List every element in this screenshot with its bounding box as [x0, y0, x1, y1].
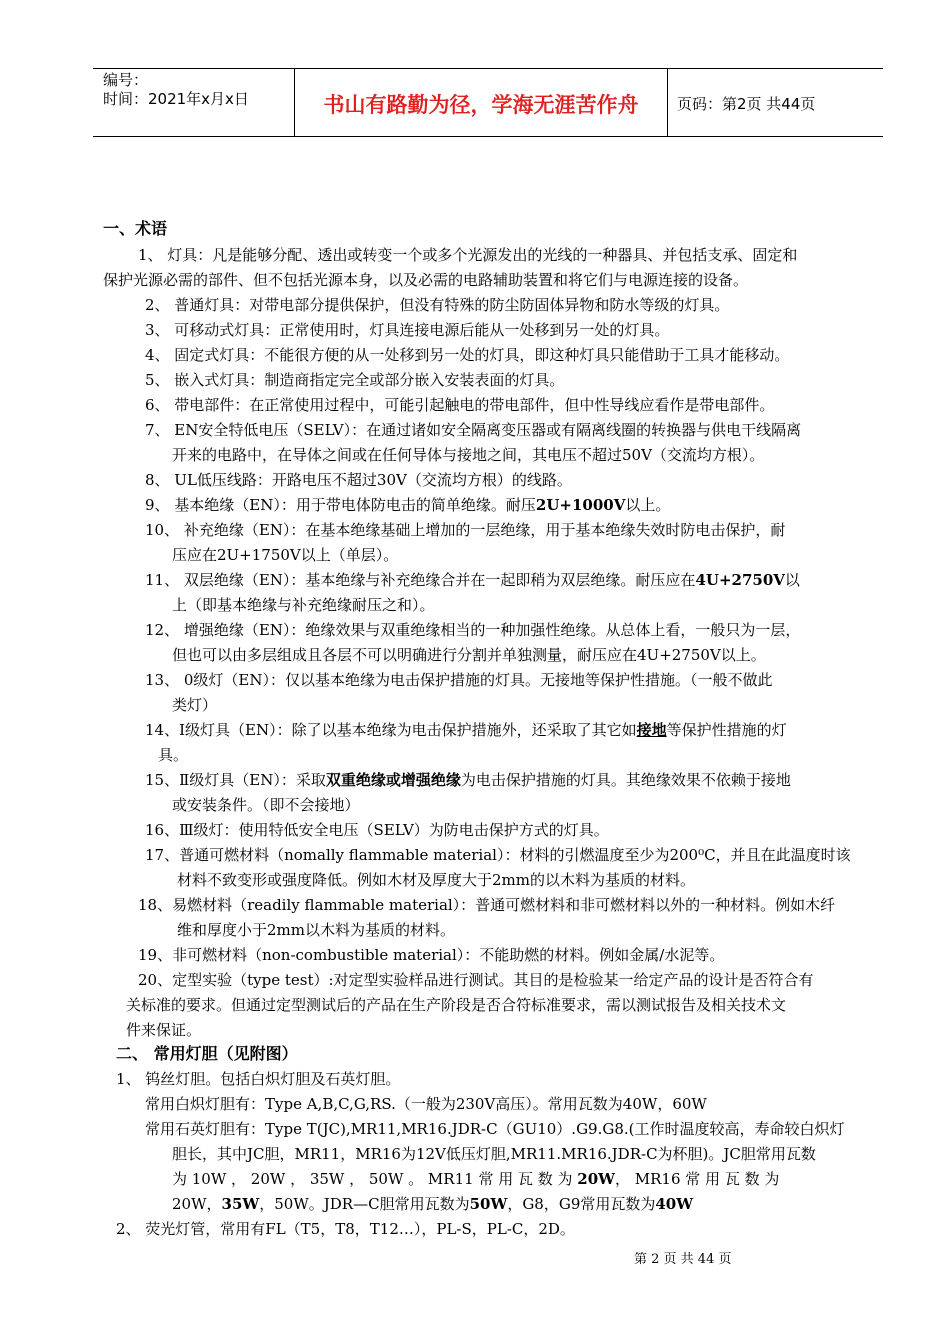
paragraph-line: 3、 可移动式灯具：正常使用时，灯具连接电源后能从一处移到另一处的灯具。 — [145, 321, 670, 339]
paragraph-line: 18、易燃材料（readily flammable material）：普通可燃材料和非可燃材料以外的一种材料。例如木纤 — [138, 896, 836, 914]
paragraph-line: 9、 基本绝缘（EN）：用于带电体防电击的简单绝缘。耐压2U+1000V以上。 — [145, 496, 671, 514]
paragraph-line: 10、 补充绝缘（EN）：在基本绝缘基础上增加的一层绝缘，用于基本绝缘失效时防电击保护，耐 — [145, 521, 786, 539]
paragraph-line: 16、Ⅲ级灯：使用特低安全电压（SELV）为防电击保护方式的灯具。 — [145, 821, 609, 839]
paragraph-line: 20W，35W，50W。JDR—C胆常用瓦数为50W，G8，G9常用瓦数为40W — [172, 1195, 694, 1213]
paragraph-line: 2、 荧光灯管，常用有FL（T5，T8，T12…），PL-S，PL-C，2D。 — [116, 1220, 575, 1238]
paragraph-line: 6、 带电部件：在正常使用过程中，可能引起触电的带电部件，但中性导线应看作是带电部件。 — [145, 396, 775, 414]
header-divider — [667, 69, 668, 136]
section-heading: 一、术语 — [103, 219, 168, 238]
paragraph-line: 15、Ⅱ级灯具（EN）：采取双重绝缘或增强绝缘为电击保护措施的灯具。其绝缘效果不依赖于接地 — [145, 771, 791, 789]
document-time-label: 时间：2021年x月x日 — [103, 90, 249, 108]
paragraph-line: 常用石英灯胆有：Type T(JC),MR11,MR16.JDR-C（GU10）.G9.G8.(工作时温度较高，寿命较白炽灯 — [145, 1120, 845, 1138]
paragraph-line: 1、 灯具：凡是能够分配、透出或转变一个或多个光源发出的光线的一种器具、并包括支承、固定和 — [138, 246, 798, 264]
paragraph-line: 12、 增强绝缘（EN）：绝缘效果与双重绝缘相当的一种加强性绝缘。从总体上看，一般只为一层， — [145, 621, 801, 639]
paragraph-line: 17、普通可燃材料（nomally flammable material）：材料的引燃温度至少为200⁰C，并且在此温度时该 — [145, 846, 851, 864]
paragraph-line: 压应在2U+1750V以上（单层）。 — [172, 546, 399, 564]
paragraph-line: 开来的电路中，在导体之间或在任何导体与接地之间，其电压不超过50V（交流均方根）。 — [172, 446, 765, 464]
paragraph-line: 上（即基本绝缘与补充绝缘耐压之和）。 — [172, 596, 435, 614]
header-table — [93, 68, 883, 137]
paragraph-line: 11、 双层绝缘（EN）：基本绝缘与补充绝缘合并在一起即稍为双层绝缘。耐压应在4U+2750V以 — [145, 571, 800, 589]
paragraph-line: 材料不致变形或强度降低。例如木材及厚度大于2mm的以木料为基质的材料。 — [177, 871, 695, 889]
paragraph-line: 4、 固定式灯具：不能很方便的从一处移到另一处的灯具，即这种灯具只能借助于工具才能移动。 — [145, 346, 790, 364]
paragraph-line: 具。 — [158, 746, 189, 764]
paragraph-line: 类灯） — [172, 696, 218, 714]
section-heading: 二、 常用灯胆（见附图） — [116, 1044, 298, 1063]
paragraph-line: 8、 UL低压线路：开路电压不超过30V（交流均方根）的线路。 — [145, 471, 572, 489]
paragraph-line: 20、定型实验（type test）:对定型实验样品进行测试。其目的是检验某一给定产品的设计是否符合有 — [138, 971, 814, 989]
paragraph-line: 维和厚度小于2mm以木料为基质的材料。 — [177, 921, 455, 939]
paragraph-line: 但也可以由多层组成且各层不可以明确进行分割并单独测量，耐压应在4U+2750V以上。 — [172, 646, 766, 664]
page-footer: 第 2 页 共 44 页 — [634, 1252, 732, 1267]
header-motto: 书山有路勤为径，学海无涯苦作舟 — [323, 93, 639, 117]
header-info-cell — [103, 69, 293, 136]
paragraph-line: 1、 钨丝灯胆。包括白炽灯胆及石英灯胆。 — [116, 1070, 401, 1088]
paragraph-line: 14、Ⅰ级灯具（EN）：除了以基本绝缘为电击保护措施外，还采取了其它如接地等保护性措施的灯 — [145, 721, 787, 739]
paragraph-line: 5、 嵌入式灯具：制造商指定完全或部分嵌入安装表面的灯具。 — [145, 371, 565, 389]
paragraph-line: 19、非可燃材料（non-combustible material）：不能助燃的材料。例如金属/水泥等。 — [138, 946, 725, 964]
paragraph-line: 或安装条件。（即不会接地） — [172, 796, 360, 814]
paragraph-line: 件来保证。 — [126, 1021, 202, 1039]
paragraph-line: 常用白炽灯胆有：Type A,B,C,G,RS.（一般为230V高压）。常用瓦数为40W，60W — [145, 1095, 707, 1113]
paragraph-line: 关标准的要求。但通过定型测试后的产品在生产阶段是否合符标准要求，需以测试报告及相关技术文 — [126, 996, 787, 1014]
paragraph-line: 为 10W ， 20W ， 35W ， 50W 。 MR11 常 用 瓦 数 为 20W， MR16 常 用 瓦 数 为 — [172, 1170, 780, 1188]
document-number-label: 编号： — [103, 71, 149, 89]
paragraph-line: 13、 0级灯（EN）：仅以基本绝缘为电击保护措施的灯具。无接地等保护性措施。（一般不做此 — [145, 671, 773, 689]
paragraph-line: 7、 EN安全特低电压（SELV）：在通过诸如安全隔离变压器或有隔离线圈的转换器与供电干线隔离 — [145, 421, 802, 439]
paragraph-line: 胆长，其中JC胆，MR11，MR16为12V低压灯胆,MR11.MR16.JDR-C为杯胆)。JC胆常用瓦数 — [172, 1145, 816, 1163]
paragraph-line: 保护光源必需的部件、但不包括光源本身，以及必需的电路辅助装置和将它们与电源连接的设备。 — [103, 271, 749, 289]
paragraph-line: 2、 普通灯具：对带电部分提供保护，但没有特殊的防尘防固体异物和防水等级的灯具。 — [145, 296, 730, 314]
header-page-label: 页码：第2页 共44页 — [677, 95, 816, 113]
